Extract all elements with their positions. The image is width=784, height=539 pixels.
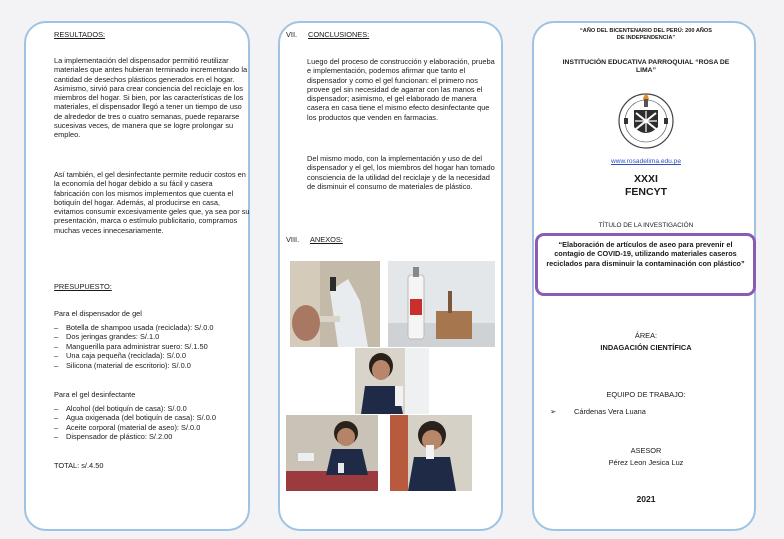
conclusions-paragraph-2: Del mismo modo, con la implementación y uso de del dispensador y el gel, los miembros del hogar han tomado consciencia de la utilidad del reciclaje y de la necesidad de disminuir el consumo de materiales de plástico. xyxy=(307,154,495,191)
research-title-label: TÍTULO DE LA INVESTIGACIÓN xyxy=(598,222,694,229)
list-item: – Alcohol (del botiquín de casa): S/.0.0 xyxy=(54,404,252,413)
budget-total: TOTAL: s/.4.50 xyxy=(54,461,104,470)
year-motto: “AÑO DEL BICENTENARIO DEL PERÚ: 200 AÑOS DE INDEPENDENCIA” xyxy=(580,28,712,41)
advisor-label: ASESOR xyxy=(630,446,662,455)
research-title-box: “Elaboración de artículos de aseo para prevenir el contagio de COVID-19, utilizando materiales caseros reciclados para disminuir la contaminación con plástico” xyxy=(535,233,756,296)
list-item: – Botella de shampoo usada (reciclada): S/.0.0 xyxy=(54,323,252,332)
annex-heading: ANEXOS: xyxy=(310,235,343,244)
team-member-name: Cárdenas Vera Luana xyxy=(574,407,646,416)
list-item: – Dispensador de plástico: S/.2.00 xyxy=(54,432,252,441)
annex-photo-student-gel xyxy=(390,415,472,491)
school-crest-logo xyxy=(616,85,676,151)
conclusions-paragraph-1: Luego del proceso de construcción y elaboración, prueba e implementación, podemos afirmar que tanto el dispensador y como el gel funcionan: el primero nos provee gel sin necesidad de agarrar con las manos el dispensador; asimismo, el gel elaborado de manera casera en casa tiene el mismo efecto desinfectante que los productos que venden en farmacias. xyxy=(307,57,495,122)
school-website-link[interactable]: www.rosadelima.edu.pe xyxy=(610,158,681,165)
bullet-arrow-icon: ➢ xyxy=(550,407,557,416)
annex-photo-dispenser-use xyxy=(290,261,380,347)
area-value: INDAGACIÓN CIENTÍFICA xyxy=(600,343,692,352)
team-label: EQUIPO DE TRABAJO: xyxy=(606,390,686,399)
panel-conclusions xyxy=(278,21,503,531)
gel-budget-list xyxy=(54,404,252,442)
dispenser-budget-title: Para el dispensador de gel xyxy=(54,309,142,318)
list-item: – Dos jeringas grandes: S/.1.0 xyxy=(54,332,252,341)
event-line-1: XXXI xyxy=(634,173,658,185)
list-item: – Aceite corporal (material de aseo): S/.0.0 xyxy=(54,423,252,432)
dispenser-budget-list xyxy=(54,323,252,370)
panel-cover xyxy=(532,21,756,531)
list-item: – Silicona (material de escritorio): S/.0.0 xyxy=(54,361,252,370)
annex-photo-bottles xyxy=(388,261,495,347)
budget-heading: PRESUPUESTO: xyxy=(54,282,112,291)
conclusions-number: VII. xyxy=(286,30,298,39)
results-heading: RESULTADOS: xyxy=(54,30,106,39)
conclusions-heading: CONCLUSIONES: xyxy=(308,30,370,39)
results-paragraph-1: La implementación del dispensador permitió reutilizar materiales que antes hubieran terminado incrementando la cantidad de desechos plásticos generados en el hogar. Asimismo, sirvió para crear conciencia del reciclaje en los miembros del hogar. Si bien, por las características de los materiales, el dispensador llegó a tener un tiempo de uso de alrededor de tres o cuatro semanas, puede repararse sucesivas veces, de manera que se logre prolongar su empleo. xyxy=(54,56,248,140)
list-item: – Una caja pequeña (reciclada): S/.0.0 xyxy=(54,351,252,360)
area-label: ÁREA: xyxy=(634,331,658,340)
document-year: 2021 xyxy=(636,494,656,504)
list-item: – Agua oxigenada (del botiquín de casa): S/.0.0 xyxy=(54,413,252,422)
panel-results xyxy=(24,21,250,531)
gel-budget-title: Para el gel desinfectante xyxy=(54,390,136,399)
list-item: – Manguerilla para administrar suero: S/.1.50 xyxy=(54,342,252,351)
results-paragraph-2: Así también, el gel desinfectante permite reducir costos en la economía del hogar debido a su fácil y casera fabricación con los mismos implementos que cuenta el botiquín del hogar. Además, al producirse en casa, evitamos consumir excesivamente geles que, ya sea por su presentación, marca o estímulo publicitario, compramos muchas veces innecesariamente. xyxy=(54,170,250,235)
annex-photo-gel-making xyxy=(286,415,378,491)
institution-name: INSTITUCIÓN EDUCATIVA PARROQUIAL “ROSA DE LIMA” xyxy=(562,59,730,75)
advisor-name: Pérez Leon Jesica Luz xyxy=(608,458,684,467)
event-line-2: FENCYT xyxy=(625,186,667,198)
annex-photo-student xyxy=(355,348,429,414)
annex-number: VIII. xyxy=(286,235,300,244)
